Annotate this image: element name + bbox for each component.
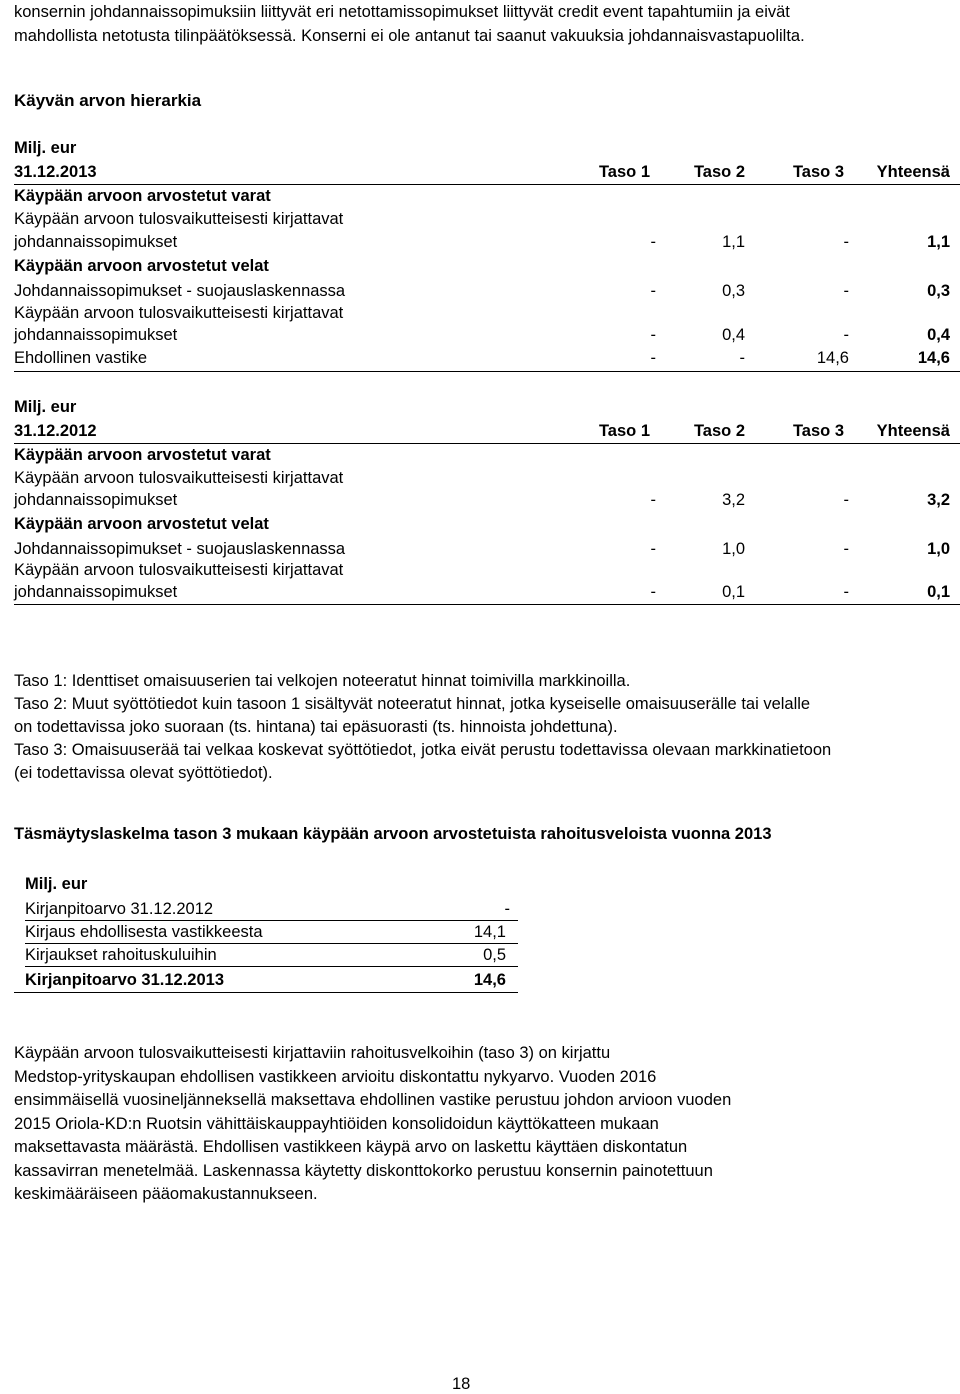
row-label: johdannaissopimukset [14,233,178,251]
page-number: 18 [452,1375,471,1393]
reconciliation-title: Täsmäytyslaskelma tason 3 mukaan käypään arvoon arvostetuista rahoitusveloista vuonna 2013 [14,825,772,843]
cell: 0,3 [722,282,745,300]
cell: 0,5 [483,946,506,964]
divider [14,184,960,185]
cell: 14,6 [816,349,849,367]
cell: - [650,583,656,601]
row-label-total: Kirjanpitoarvo 31.12.2013 [25,971,225,989]
hierarchy-title: Käyvän arvon hierarkia [14,91,202,110]
cell: - [843,540,849,558]
level-notes: Taso 1: Identtiset omaisuuserien tai velkojen noteeratut hinnat toimivilla markkinoilla. Taso 2: Muut syöttötiedot kuin tasoon 1 sisältyvät noteeratut hinnat, jotka kyseiselle omaisuuserälle tai velalle on todettavissa joko suoraan (ts. hintana) tai epäsuorasti (ts. hinnoista johdettuna). Taso 3: Omaisuuserää tai velkaa koskevat syöttötiedot, jotka eivät perustu todettavissa olevaan markkinatietoon (ei todettavissa olevat syöttötiedot). [14,672,832,782]
cell: - [650,326,656,344]
section-heading-liabilities: Käypään arvoon arvostetut velat [14,257,269,275]
cell: - [650,540,656,558]
cell: - [843,583,849,601]
col-header-taso3: Taso 3 [792,163,844,181]
cell: - [650,349,656,367]
col-header-taso1: Taso 1 [598,163,650,181]
section-heading-assets: Käypään arvoon arvostetut varat [14,187,271,205]
row-label: johdannaissopimukset [14,583,178,601]
table-date: 31.12.2013 [14,163,97,181]
cell-total: 14,6 [917,349,950,367]
col-header-taso2: Taso 2 [693,422,745,440]
col-header-taso2: Taso 2 [693,163,745,181]
cell: - [843,282,849,300]
cell: - [843,233,849,251]
section-heading-liabilities: Käypään arvoon arvostetut velat [14,515,269,533]
explanatory-paragraph: Käypään arvoon tulosvaikutteisesti kirjattaviin rahoitusvelkoihin (taso 3) on kirjattu Medstop-yrityskaupan ehdollisen vastikkeen arvioitu diskontattu nykyarvo. Vuoden 2016 ensimmäisellä vuosineljänneksellä maksettava ehdollinen vastike perustuu johdon arvioon vuoden 2015 Oriola-KD:n Ruotsin vähittäiskauppayhtiöiden konsolidoidun käyttökatteen mukaan maksettavasta määrästä. Ehdollisen vastikkeen käypä arvo on laskettu käyttäen diskontatun kassavirran menetelmää. Laskennassa käytetty diskonttokorko perustuu konsernin painotettuun keskimääräiseen pääomakustannukseen. [14,1044,732,1203]
divider [25,920,518,921]
row-label: Käypään arvoon tulosvaikutteisesti kirjattavat [14,469,344,487]
row-label: johdannaissopimukset [14,491,178,509]
row-label: Kirjaukset rahoituskuluihin [25,946,217,964]
divider [14,992,518,993]
cell-total: 3,2 [927,491,950,509]
unit-label: Milj. eur [25,875,88,893]
divider [25,943,518,944]
cell: - [650,233,656,251]
row-label: Kirjanpitoarvo 31.12.2012 [25,900,214,918]
cell: - [504,900,510,918]
divider [14,604,960,605]
row-label: Käypään arvoon tulosvaikutteisesti kirjattavat [14,210,344,228]
section-heading-assets: Käypään arvoon arvostetut varat [14,446,271,464]
cell-total: 0,3 [927,282,950,300]
cell: 1,1 [722,233,745,251]
cell-total: 0,1 [927,583,950,601]
cell: 0,1 [722,583,745,601]
cell: - [739,349,745,367]
cell: 3,2 [722,491,745,509]
intro-text: konsernin johdannaissopimuksiin liittyvät eri netottamissopimukset liittyvät credit event tapahtumiin ja eivät mahdollista netotusta tilinpäätöksessä. Konserni ei ole antanut tai saanut vakuuksia johdannaisvastapuolilta. [14,3,805,45]
cell-total: 1,1 [927,233,950,251]
cell: 0,4 [722,326,745,344]
col-header-taso3: Taso 3 [792,422,844,440]
col-header-taso1: Taso 1 [598,422,650,440]
cell-total: 1,0 [927,540,950,558]
unit-label: Milj. eur [14,139,77,157]
row-label: johdannaissopimukset [14,326,178,344]
row-label: Käypään arvoon tulosvaikutteisesti kirjattavat [14,561,344,579]
unit-label: Milj. eur [14,398,77,416]
divider [14,443,960,444]
cell-total: 0,4 [927,326,950,344]
col-header-total: Yhteensä [876,163,950,181]
row-label: Johdannaissopimukset - suojauslaskennassa [14,282,346,300]
cell-total: 14,6 [473,971,506,989]
table-date: 31.12.2012 [14,422,97,440]
col-header-total: Yhteensä [876,422,950,440]
cell: - [650,491,656,509]
row-label: Kirjaus ehdollisesta vastikkeesta [25,923,263,941]
cell: 14,1 [473,923,506,941]
cell: - [843,491,849,509]
cell: 1,0 [722,540,745,558]
divider [14,371,960,372]
row-label: Johdannaissopimukset - suojauslaskennassa [14,540,346,558]
divider [25,966,518,967]
cell: - [843,326,849,344]
cell: - [650,282,656,300]
row-label: Ehdollinen vastike [14,349,147,367]
row-label: Käypään arvoon tulosvaikutteisesti kirjattavat [14,304,344,322]
